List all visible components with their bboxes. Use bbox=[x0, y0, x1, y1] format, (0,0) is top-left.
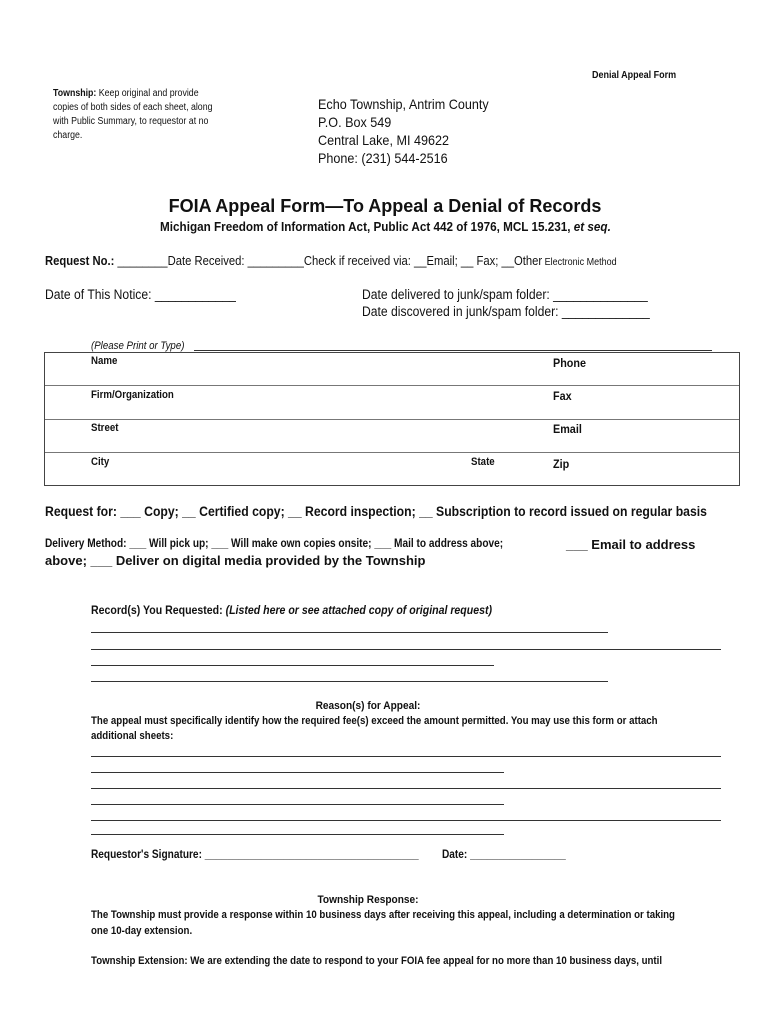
reasons-line[interactable] bbox=[91, 788, 721, 789]
junk-delivered: Date delivered to junk/spam folder: ______________ bbox=[362, 287, 648, 302]
reasons-line[interactable] bbox=[91, 772, 504, 773]
requester-info-box bbox=[44, 352, 740, 486]
note-line: copies of both sides of each sheet, along bbox=[53, 102, 213, 113]
delivery-digital: above; ___ Deliver on digital media provided by the Township bbox=[45, 553, 426, 568]
delivery-email: ___ Email to address bbox=[566, 537, 696, 552]
delivery-text: Delivery Method: ___ Will pick up; ___ Will make own copies onsite; ___ Mail to address above; bbox=[45, 538, 504, 550]
page-subtitle bbox=[0, 219, 770, 234]
reasons-line[interactable] bbox=[91, 756, 721, 757]
reasons-line[interactable] bbox=[91, 804, 504, 805]
records-italic: (Listed here or see attached copy of original request) bbox=[225, 603, 492, 617]
request-for: Request for: ___ Copy; __ Certified copy; __ Record inspection; __ Subscription to record issued on regular basis bbox=[45, 504, 707, 519]
request-line bbox=[45, 254, 617, 268]
address-line: Phone: (231) 544-2516 bbox=[318, 150, 448, 166]
address-line: P.O. Box 549 bbox=[318, 114, 392, 130]
city-field[interactable]: City bbox=[91, 456, 110, 468]
subtitle-text: Michigan Freedom of Information Act, Public Act 442 of 1976, MCL 15.231, bbox=[159, 219, 574, 234]
records-line[interactable] bbox=[91, 649, 721, 650]
reasons-line[interactable] bbox=[91, 820, 721, 821]
reasons-line[interactable] bbox=[91, 834, 504, 835]
request-line-small: Electronic Method bbox=[542, 257, 617, 268]
township-extension: Township Extension: We are extending the date to respond to your FOIA fee appeal for no more than 10 business days, until bbox=[91, 955, 663, 967]
print-type-label: (Please Print or Type) bbox=[91, 340, 185, 352]
row-divider bbox=[45, 385, 739, 386]
response-text: one 10-day extension. bbox=[91, 925, 193, 937]
reasons-text: The appeal must specifically identify how the required fee(s) exceed the amount permitted. You may use this form or attach bbox=[91, 715, 658, 727]
signature-date-field[interactable]: Date: _________________ bbox=[442, 849, 566, 861]
address-line: Central Lake, MI 49622 bbox=[318, 132, 449, 148]
delivery-method bbox=[45, 538, 566, 550]
row-divider bbox=[45, 452, 739, 453]
zip-field[interactable]: Zip bbox=[553, 457, 570, 471]
state-field[interactable]: State bbox=[471, 456, 495, 468]
request-no-label: Request No.: bbox=[45, 254, 115, 268]
junk-discovered: Date discovered in junk/spam folder: _____________ bbox=[362, 304, 650, 319]
row-divider bbox=[45, 419, 739, 420]
street-field[interactable]: Street bbox=[91, 422, 119, 434]
records-label: Record(s) You Requested: bbox=[91, 603, 226, 617]
records-line[interactable] bbox=[91, 681, 608, 682]
address-line: Echo Township, Antrim County bbox=[318, 96, 489, 112]
records-line[interactable] bbox=[91, 665, 494, 666]
note-line: charge. bbox=[53, 130, 83, 141]
fax-field[interactable]: Fax bbox=[553, 389, 572, 403]
name-field[interactable]: Name bbox=[91, 355, 118, 367]
phone-field[interactable]: Phone bbox=[553, 356, 587, 370]
reasons-text: additional sheets: bbox=[91, 730, 174, 742]
response-heading: Township Response: bbox=[317, 894, 419, 906]
note-line: Keep original and provide bbox=[96, 88, 199, 99]
email-field[interactable]: Email bbox=[553, 422, 582, 436]
notice-date: Date of This Notice: ____________ bbox=[45, 287, 236, 302]
records-line[interactable] bbox=[91, 632, 608, 633]
response-text: The Township must provide a response within 10 business days after receiving this appeal, including a determination or taking bbox=[91, 909, 675, 921]
print-type-line bbox=[194, 350, 712, 351]
subtitle-italic: et seq. bbox=[573, 219, 611, 234]
form-id: Denial Appeal Form bbox=[592, 70, 677, 81]
note-label: Township: bbox=[53, 88, 97, 99]
records-requested-label bbox=[91, 603, 492, 617]
reasons-heading: Reason(s) for Appeal: bbox=[315, 700, 421, 712]
page-title: FOIA Appeal Form—To Appeal a Denial of Records bbox=[168, 196, 602, 216]
signature-field[interactable]: Requestor's Signature: ______________________________________ bbox=[91, 849, 419, 861]
request-line-text: ________Date Received: _________Check if received via: __Email; __ Fax; __Other bbox=[114, 254, 543, 268]
note-line: with Public Summary, to requestor at no bbox=[53, 116, 209, 127]
firm-field[interactable]: Firm/Organization bbox=[91, 389, 174, 401]
